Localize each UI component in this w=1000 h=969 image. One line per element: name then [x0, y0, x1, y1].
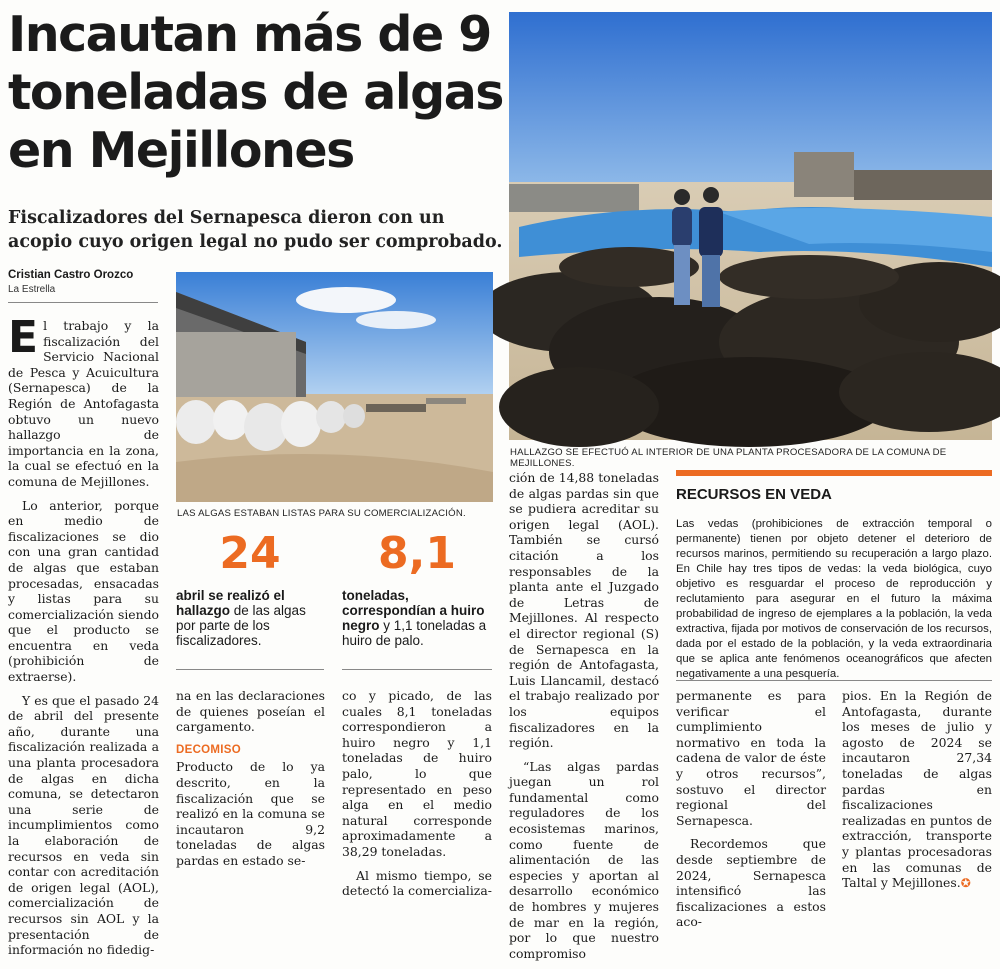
fact-box-tonnage — [342, 530, 492, 648]
main-photo — [509, 12, 992, 440]
paragraph — [842, 688, 992, 892]
paragraph: Y es que el pasado 24 de abril del presente año, durante una fiscalización realizada a una planta procesadora de algas en dicha comuna, se detectaron una serie de incumplimientos como la elaboración de recursos en veda sin contar con acreditación de origen legal (AOL), comercialización de recursos sin AOL y la presentación de información no fidedig- — [8, 692, 159, 958]
fact-text — [176, 588, 324, 648]
fact-text-rest: de las algas por parte de los fiscalizadores. — [176, 603, 306, 648]
fact-divider — [342, 669, 492, 670]
fact-text-rest: y 1,1 toneladas a huiro de palo. — [342, 618, 487, 648]
article-column-5 — [676, 688, 826, 938]
paragraph: Producto de lo ya descrito, en la fiscalización que se realizó en la comuna se incautaron 9,2 toneladas de algas pardas en estado se- — [176, 759, 325, 868]
secondary-photo-caption: LAS ALGAS ESTABAN LISTAS PARA SU COMERCIALIZACIÓN. — [177, 508, 466, 519]
end-mark-icon: ✪ — [960, 876, 971, 891]
paragraph: Recordemos que desde septiembre de 2024, Sernapesca intensificó las fiscalizaciones a estos aco- — [676, 836, 826, 930]
paragraph-text: l trabajo y la fiscalización del Servicio Nacional de Pesca y Acuicultura (Sernapesca) de la Región de Antofagasta obtuvo un nuevo hallazgo de importancia en la zona, la cual se efectuó en la comuna de Mejillones. — [8, 318, 159, 489]
article-column-2 — [176, 688, 325, 877]
article-subhead: Fiscalizadores del Sernapesca dieron con un acopio cuyo origen legal no pudo ser comprobado. — [8, 208, 503, 252]
drop-cap: E — [8, 312, 39, 363]
paragraph: “Las algas pardas juegan un rol fundamental como reguladores de los ecosistemas marinos, como fuente de alimentación de las especies y aportan al desarrollo económico de hombres y mujeres de mar en la región, por lo que nuestro compromiso — [509, 758, 659, 961]
secondary-photo — [176, 272, 493, 502]
author-name: Cristian Castro Orozco — [8, 269, 134, 281]
article-column-3 — [342, 688, 492, 907]
sidebar-accent-bar — [676, 470, 992, 476]
article-column-1 — [8, 312, 159, 966]
sidebar-divider — [676, 680, 992, 681]
fact-text-bold: abril se realizó el hallazgo — [176, 588, 285, 618]
paragraph: permanente es para verificar el cumplimiento normativo en toda la cadena de valor de éste y otros recursos”, sostuvo el director regional del Sernapesca. — [676, 688, 826, 828]
paragraph: na en las declaraciones de quienes poseían el cargamento. — [176, 688, 325, 735]
fact-box-date — [176, 530, 324, 648]
sidebar-title: RECURSOS EN VEDA — [676, 486, 832, 503]
sidebar-text: Las vedas (prohibiciones de extracción temporal o permanente) tienen por objeto detener el deterioro de recursos marinos, permitiendo su recuperación a largo plazo. En Chile hay tres tipos de vedas: la veda biológica, cuyo objetivo es resguardar el proceso de reproducción y reclutamiento para asegurar en el futuro la máxima probabilidad de ingreso de ejemplares a la población, la veda extractiva, fijada por motivos de conservación de los recursos, dada por el estado de la población, y la veda extraordinaria que se aplica ante fenómenos oceanográficos que afecten negativamente a una pesquería. — [676, 518, 992, 680]
publication-source: La Estrella — [8, 284, 56, 295]
fact-text — [342, 588, 492, 648]
article-column-6 — [842, 688, 992, 900]
article-column-4 — [509, 470, 659, 969]
main-photo-caption: HALLAZGO SE EFECTUÓ AL INTERIOR DE UNA PLANTA PROCESADORA DE LA COMUNA DE MEJILLONES. — [510, 447, 947, 469]
fact-text-bold: toneladas, correspondían a huiro negro — [342, 588, 485, 633]
byline-divider — [8, 302, 158, 303]
paragraph-text: pios. En la Región de Antofagasta, durante los meses de julio y agosto de 2024 se incautaron 27,34 toneladas de algas pardas en fiscalizaciones realizadas en puntos de extracción, transporte y plantas procesadoras en las comunas de Taltal y Mejillones. — [842, 688, 992, 891]
byline — [8, 268, 158, 296]
paragraph — [8, 312, 159, 490]
section-subtitle: DECOMISO — [176, 743, 242, 756]
fact-divider — [176, 669, 324, 670]
paragraph: Lo anterior, porque en medio de fiscalizaciones se dio con una gran cantidad de algas que estaban procesadas, ensacadas y listas para su comercialización siendo que el producto se encuentra en veda (prohibición de extraerse). — [8, 497, 159, 685]
paragraph: Al mismo tiempo, se detectó la comercializa- — [342, 867, 492, 899]
article-headline — [8, 6, 503, 180]
headline-line: toneladas de algas — [8, 64, 503, 121]
fact-number: 8,1 — [378, 528, 456, 579]
paragraph: co y picado, de las cuales 8,1 toneladas correspondieron a huiro negro y 1,1 toneladas de huiro palo, lo que representado en peso alga en el medio natural corresponde aproximadamente a 38,29 toneladas. — [342, 688, 492, 859]
fact-number: 24 — [219, 528, 281, 579]
headline-line: Incautan más de 9 — [8, 6, 491, 63]
paragraph: ción de 14,88 toneladas de algas pardas sin que se pudiera acreditar su origen legal (AOL). También se cursó citación a los responsables de la planta ante el Juzgado de Letras de Mejillones. Al respecto el director regional (S) de Sernapesca en la región de Antofagasta, Luis Llancamil, destacó el trabajo realizado por los equipos fiscalizadores en la región. — [509, 470, 659, 751]
headline-line: en Mejillones — [8, 122, 354, 179]
